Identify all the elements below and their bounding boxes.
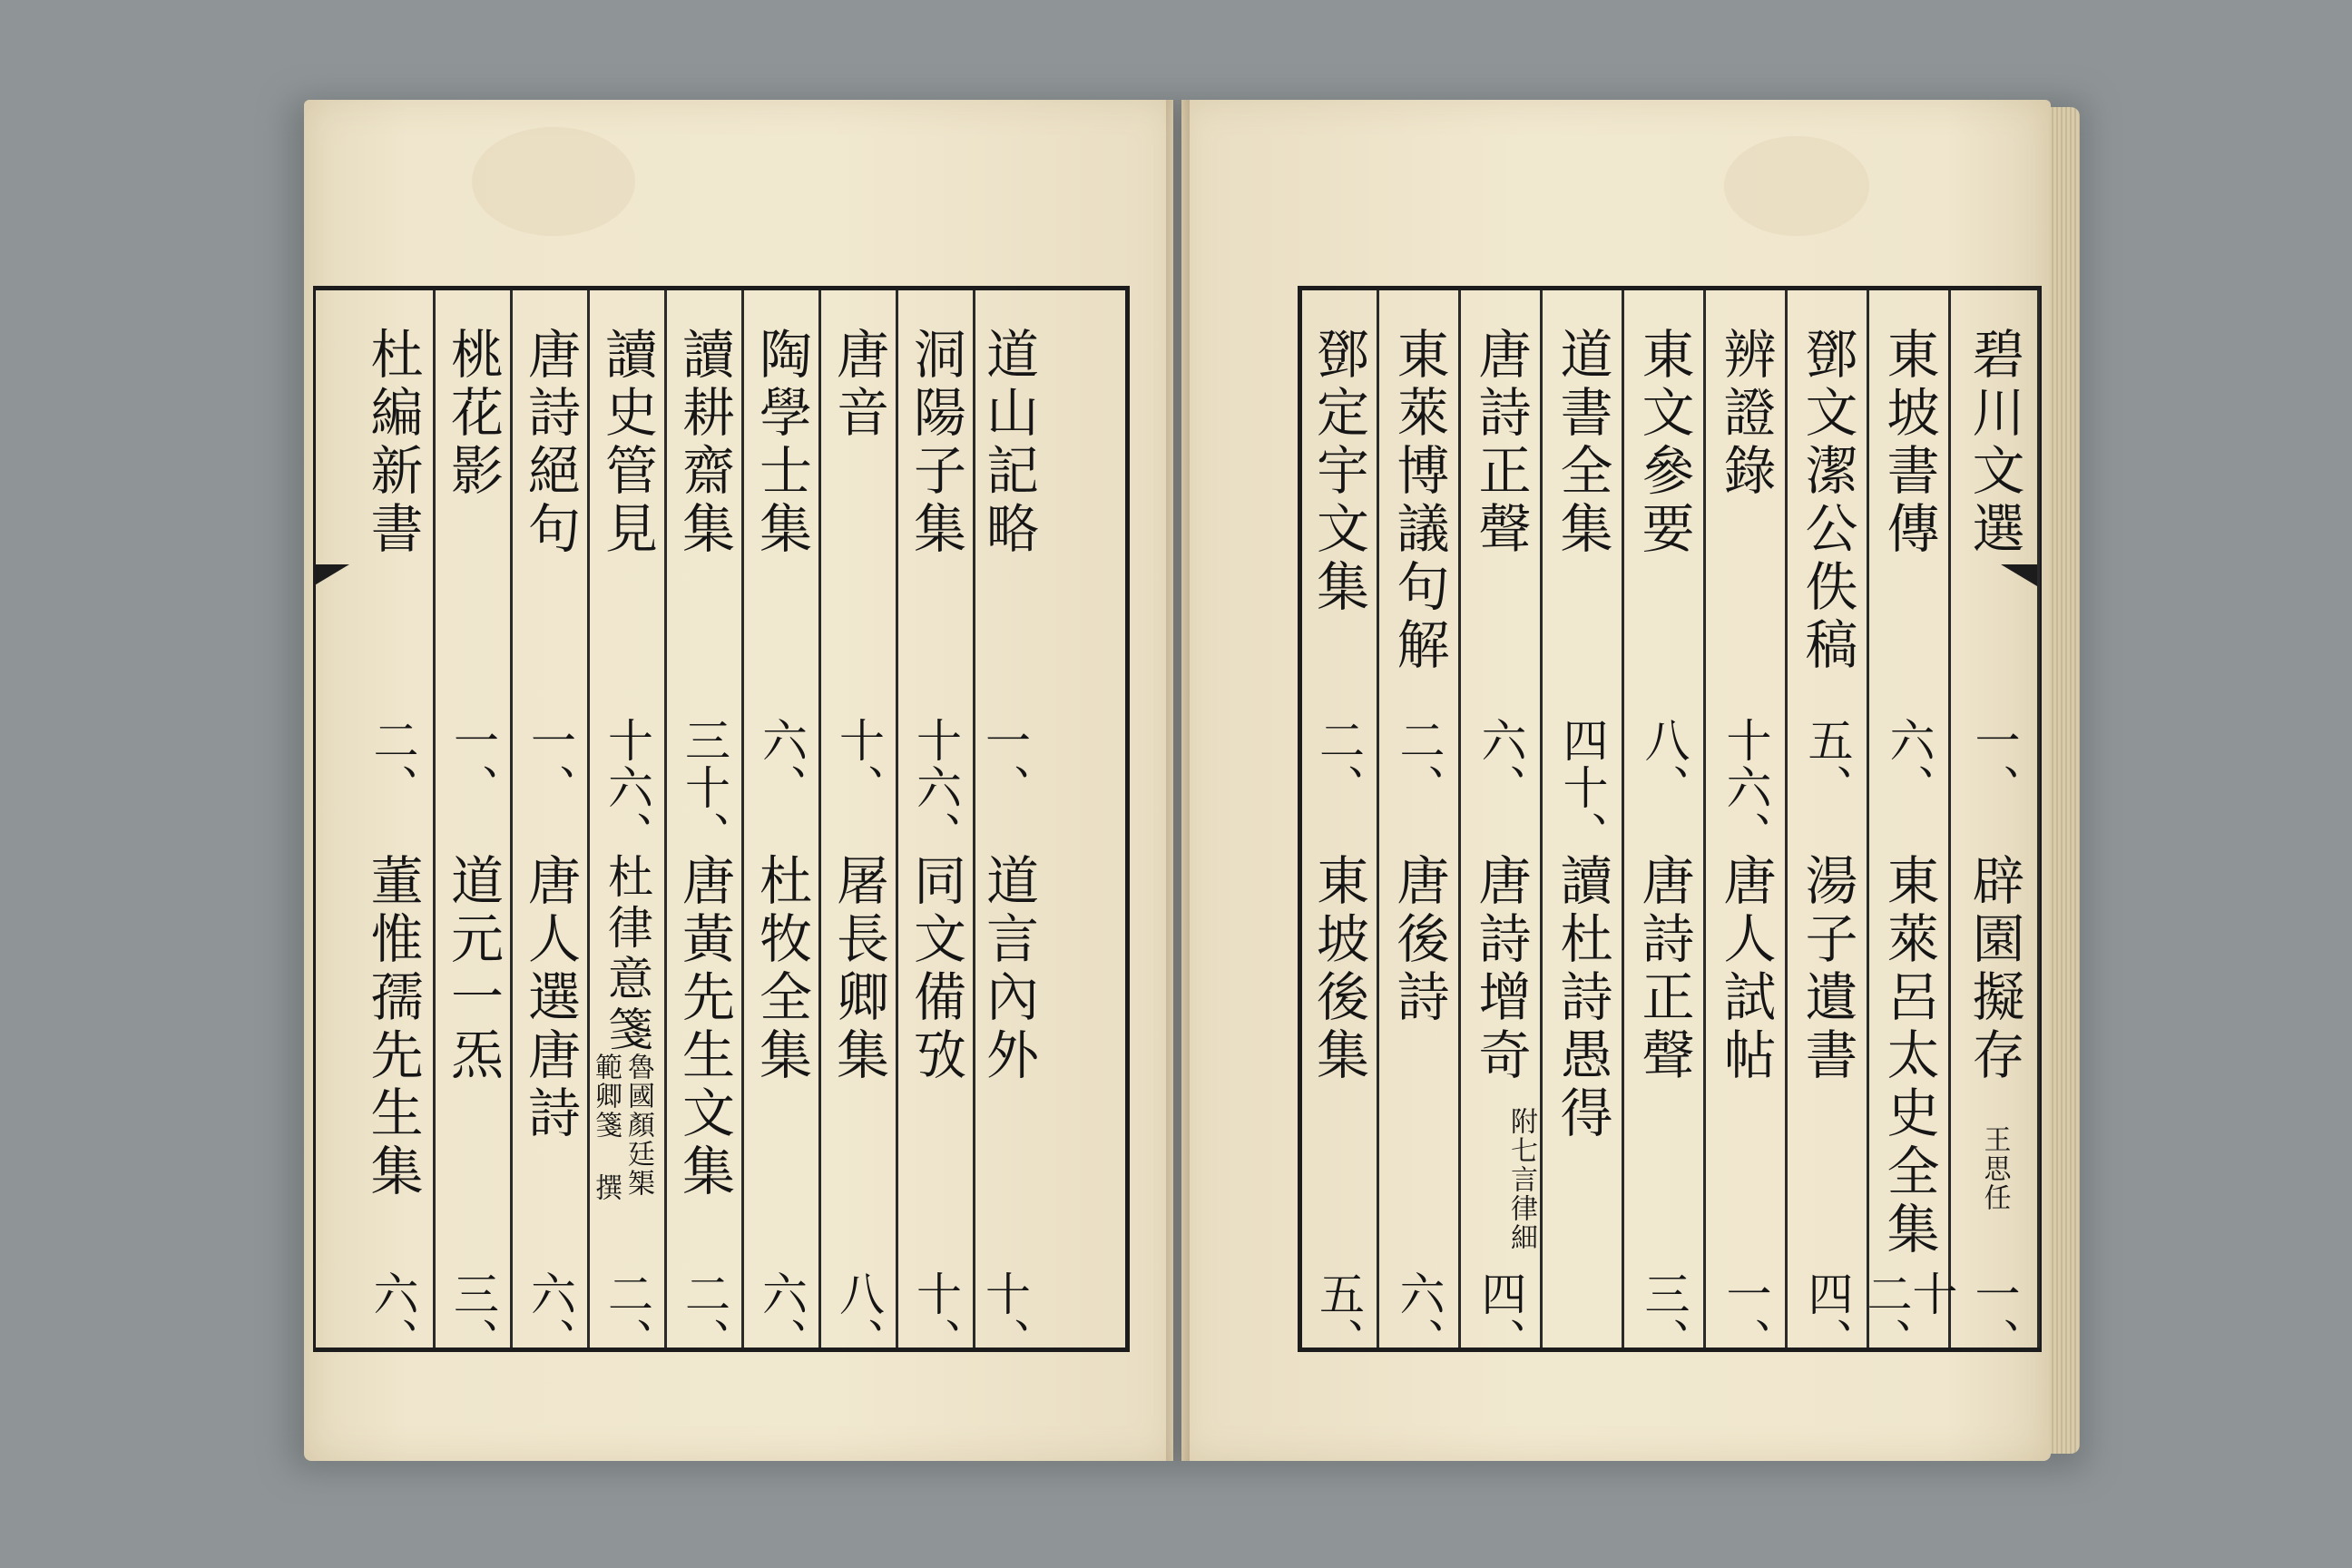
right-col-9 — [1300, 290, 1379, 1365]
left-col-4 — [744, 290, 821, 1365]
book-gutter — [1166, 100, 1190, 1461]
left-col-7 — [513, 290, 590, 1365]
book-title: 東萊博議句解 — [1387, 327, 1450, 675]
volume-count: 一、 — [1967, 717, 2021, 811]
volume-count-second: 四、 — [1800, 1270, 1854, 1365]
volume-count-second: 一、 — [1719, 1270, 1772, 1365]
book-title: 東坡書傳 — [1877, 327, 1940, 559]
book-title-second: 辟園擬存 — [1963, 853, 2025, 1085]
book-title-second: 湯子遺書 — [1796, 853, 1858, 1085]
volume-count: 十六、 — [1719, 717, 1772, 858]
volume-count: 十六、 — [909, 717, 962, 858]
right-col-4 — [1706, 290, 1788, 1365]
volume-count-second: 四、 — [1474, 1270, 1527, 1365]
book-title: 唐詩絕句 — [519, 327, 581, 559]
volume-count-second: 三、 — [446, 1270, 499, 1365]
book-title: 道山記略 — [977, 327, 1039, 559]
book-title-second: 東坡後集 — [1308, 853, 1369, 1085]
volume-count-second: 六、 — [755, 1270, 808, 1365]
left-col-6 — [590, 290, 667, 1365]
paper-stain — [472, 127, 635, 236]
book-title-second: 唐詩正聲 — [1632, 853, 1695, 1085]
title-annotation: 範卿箋 撰 — [590, 1053, 622, 1202]
book-title-second: 唐黃先生文集 — [673, 853, 735, 1201]
book-title-second: 道言內外 — [977, 853, 1039, 1085]
book-title-second: 屠長卿集 — [828, 853, 889, 1085]
volume-count-second: 十、 — [909, 1270, 962, 1365]
volume-count: 一、 — [524, 717, 576, 811]
volume-count-second: 六、 — [524, 1270, 576, 1365]
page-edges — [2049, 107, 2080, 1454]
fishtail-mark-left — [313, 564, 349, 586]
book-title-second: 唐後詩 — [1387, 853, 1450, 1027]
title-annotation-pair — [592, 1053, 652, 1202]
book-title-second: 讀杜詩愚得 — [1551, 853, 1613, 1143]
left-col-5 — [667, 290, 744, 1365]
book-title-second: 杜律意箋 — [601, 853, 653, 1056]
book-title: 桃花影 — [442, 327, 504, 501]
book-title-second: 東萊呂太史全集 — [1877, 853, 1940, 1259]
volume-count: 四十、 — [1555, 717, 1609, 858]
volume-count: 十、 — [832, 717, 885, 811]
volume-count-second: 八、 — [832, 1270, 885, 1365]
book-title-second: 杜牧全集 — [750, 853, 812, 1085]
book-title: 辨證錄 — [1714, 327, 1777, 501]
volume-count: 五、 — [1800, 717, 1854, 811]
volume-count: 一、 — [446, 717, 499, 811]
volume-count: 二、 — [1312, 717, 1365, 811]
book-title-second: 同文備攷 — [905, 853, 966, 1085]
book-title-second: 道元一炁 — [442, 853, 504, 1085]
book-title: 讀耕齋集 — [673, 327, 735, 559]
volume-count: 十六、 — [601, 717, 653, 858]
paper-stain — [1724, 136, 1869, 236]
book-title-second: 唐人選唐詩 — [519, 853, 581, 1143]
volume-count: 一、 — [978, 717, 1031, 811]
volume-count: 二、 — [366, 717, 419, 811]
volume-count-second: 六、 — [1392, 1270, 1446, 1365]
title-annotation: 附七言律細 — [1505, 1107, 1537, 1252]
book-title: 洞陽子集 — [905, 327, 966, 559]
book-title: 唐詩正聲 — [1469, 327, 1532, 559]
volume-count: 三十、 — [678, 717, 730, 858]
volume-count-second: 十二、 — [1859, 1270, 1958, 1365]
right-col-7 — [1461, 290, 1543, 1365]
left-col-8 — [436, 290, 513, 1365]
author-note: 王思任 — [1978, 1125, 2011, 1212]
volume-count-second: 三、 — [1637, 1270, 1690, 1365]
volume-count-second: 五、 — [1312, 1270, 1365, 1365]
right-col-5 — [1624, 290, 1706, 1365]
book-title: 道書全集 — [1551, 327, 1613, 559]
volume-count: 六、 — [1474, 717, 1527, 811]
book-title: 杜編新書 — [361, 327, 424, 559]
left-col-3 — [821, 290, 898, 1365]
book-title-second: 唐詩增奇 — [1469, 853, 1532, 1085]
right-col-3 — [1788, 290, 1869, 1365]
book-title: 東文參要 — [1632, 327, 1695, 559]
left-col-1 — [973, 290, 1127, 1365]
book-title: 碧川文選 — [1963, 327, 2025, 559]
book-title: 讀史管見 — [596, 327, 658, 559]
volume-count: 八、 — [1637, 717, 1690, 811]
left-col-2 — [898, 290, 975, 1365]
book-title: 唐音 — [828, 327, 889, 443]
right-col-8 — [1379, 290, 1461, 1365]
book-title: 陶學士集 — [750, 327, 812, 559]
volume-count-second: 一、 — [1967, 1270, 2021, 1365]
volume-count: 二、 — [1392, 717, 1446, 811]
right-col-2 — [1859, 290, 1958, 1365]
right-col-1 — [1951, 290, 2040, 1365]
volume-count-second: 二、 — [678, 1270, 730, 1365]
book-title: 鄧定宇文集 — [1308, 327, 1369, 617]
book-title-second: 唐人試帖 — [1714, 853, 1777, 1085]
book-title-second: 董惟孺先生集 — [361, 853, 424, 1201]
volume-count-second: 十、 — [978, 1270, 1031, 1365]
volume-count: 六、 — [755, 717, 808, 811]
volume-count-second: 六、 — [366, 1270, 419, 1365]
title-annotation: 魯國顏廷榘 — [622, 1053, 654, 1198]
left-col-9 — [352, 290, 436, 1365]
book-title: 鄧文潔公佚稿 — [1796, 327, 1858, 675]
right-col-6 — [1543, 290, 1624, 1348]
volume-count-second: 二、 — [601, 1270, 653, 1365]
volume-count: 六、 — [1882, 717, 1936, 811]
